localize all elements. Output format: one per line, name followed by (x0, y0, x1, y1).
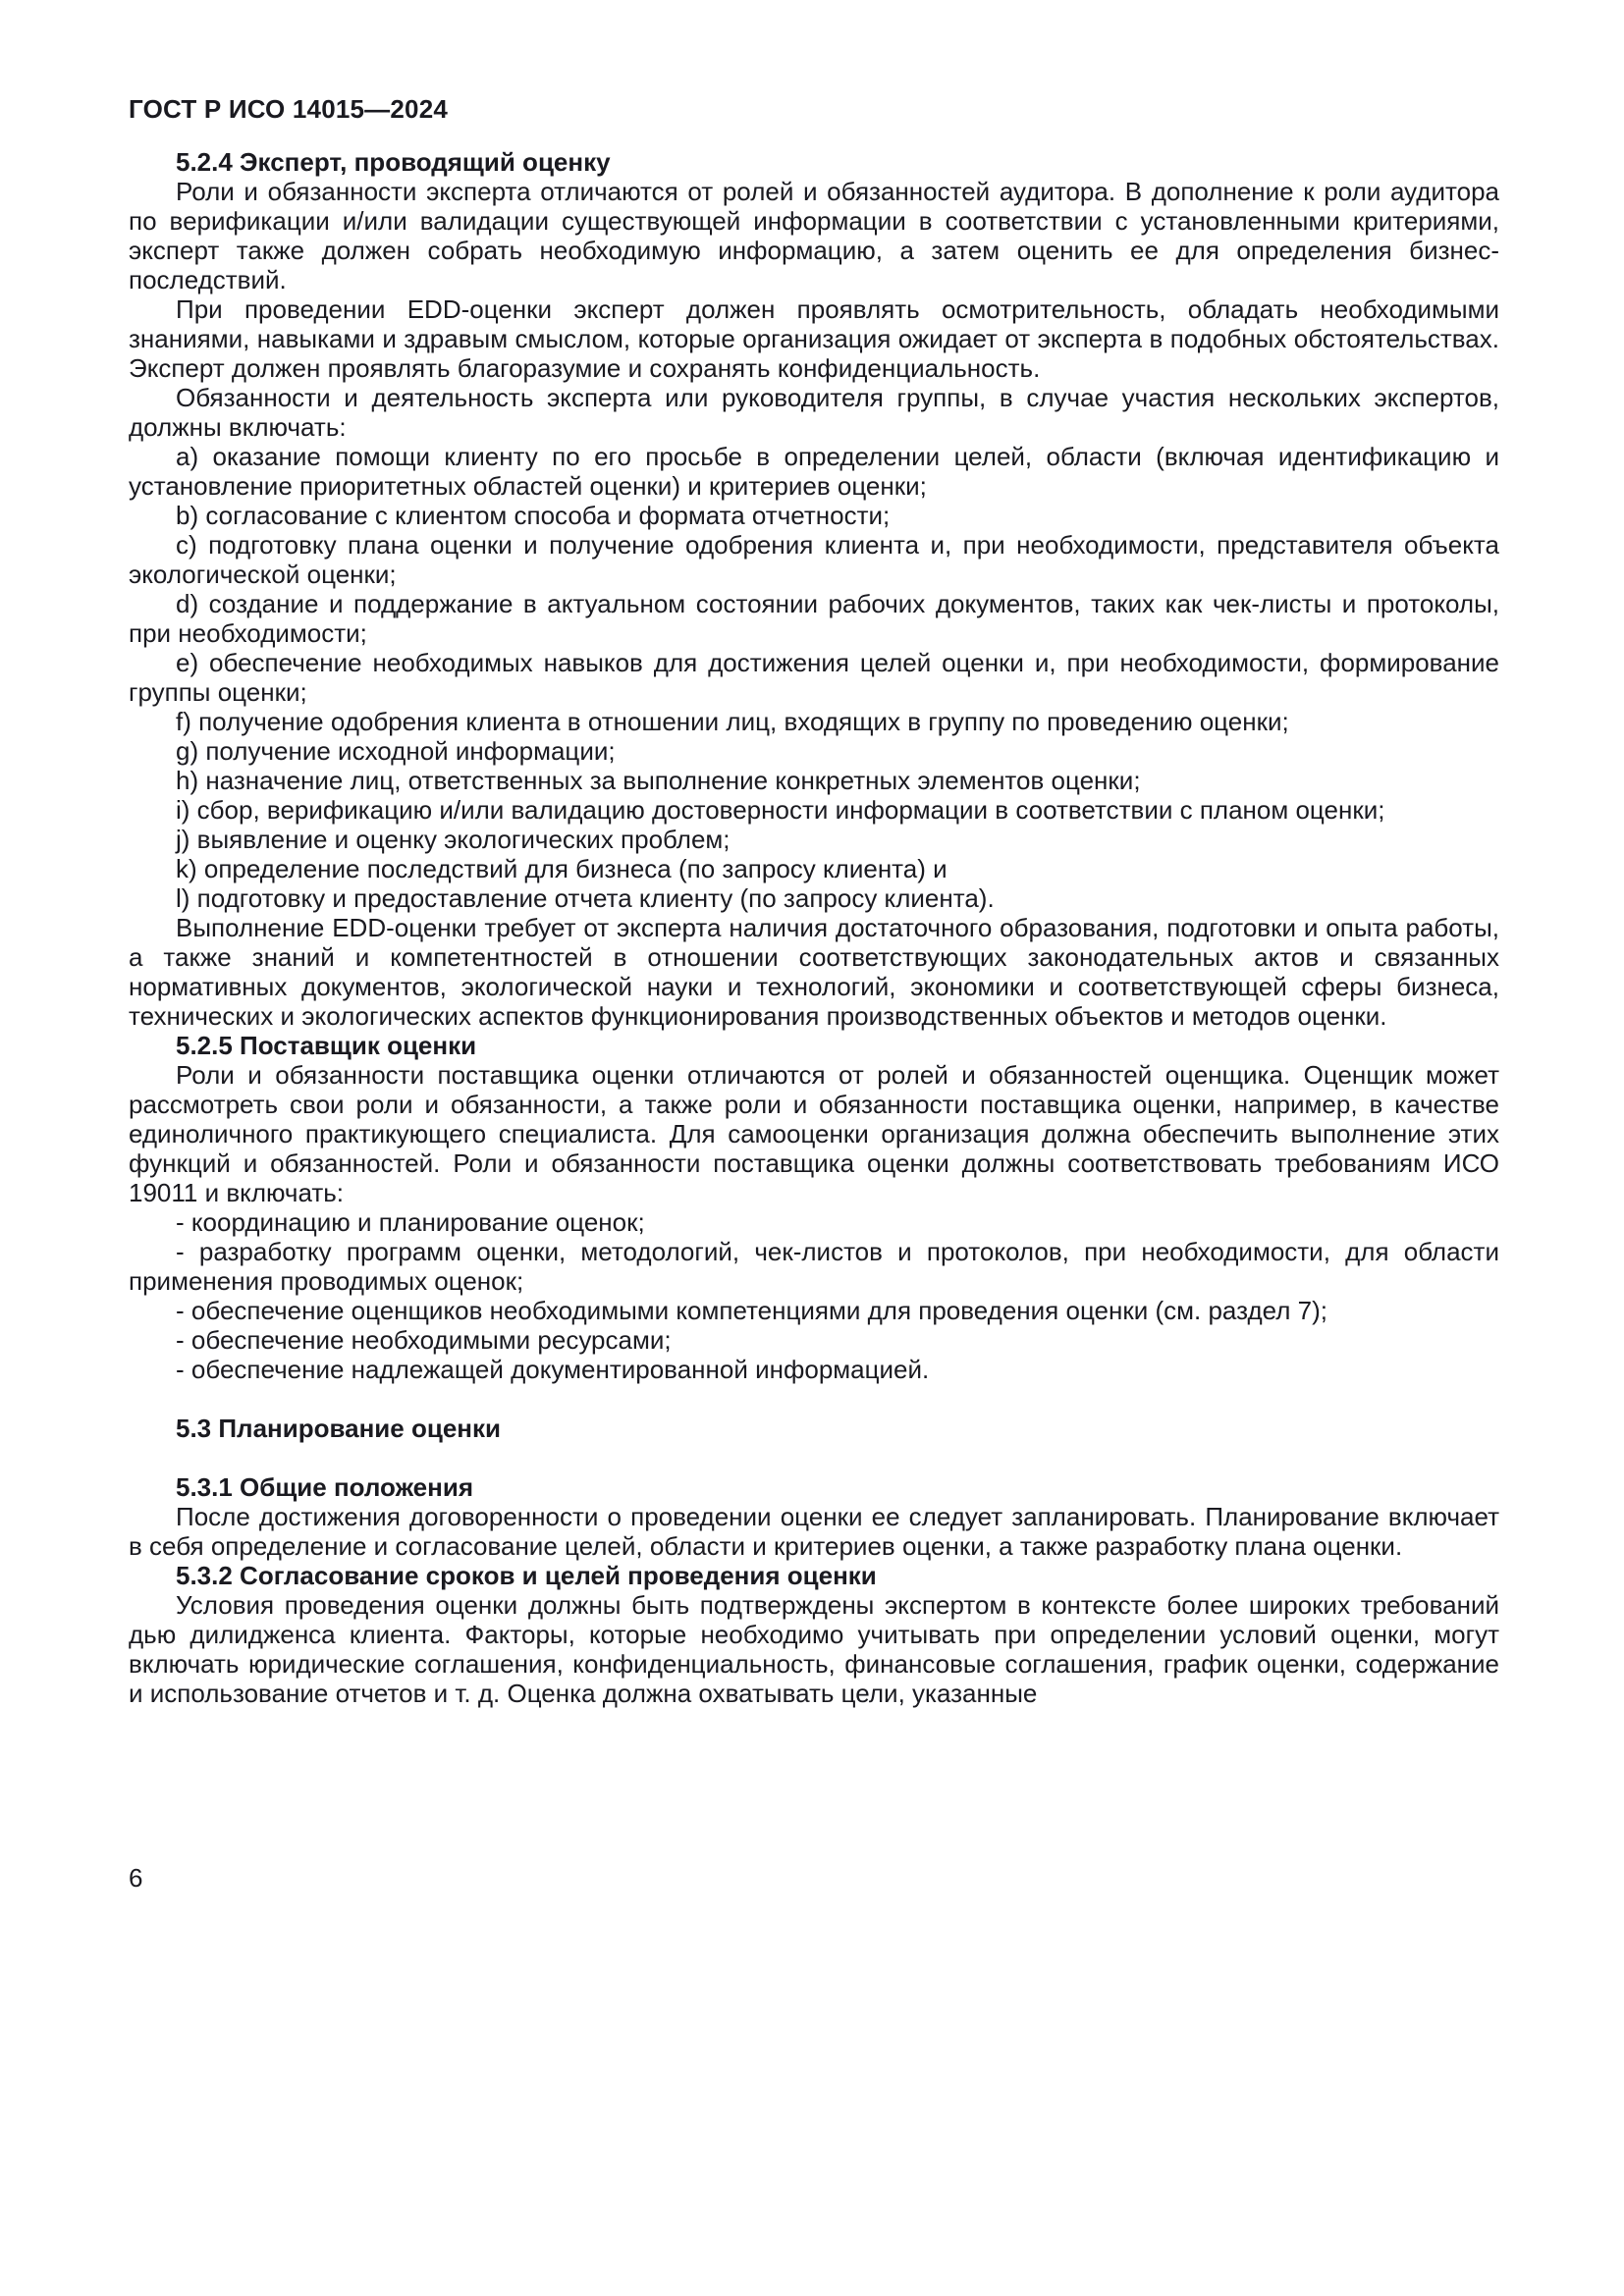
document-paragraph: h) назначение лиц, ответственных за выполнение конкретных элементов оценки; (176, 766, 1141, 795)
document-paragraph: i) сбор, верификацию и/или валидацию достоверности информации в соответствии с планом оценки; (176, 795, 1385, 825)
document-paragraph: a) оказание помощи клиенту по его просьбе в определении целей, области (включая идентификацию и установление приоритетных областей оценки) и критериев оценки; (129, 442, 1499, 501)
document-paragraph: Роли и обязанности поставщика оценки отличаются от ролей и обязанностей оценщика. Оценщик может рассмотреть свои роли и обязанности, а также роли и обязанности поставщика оценки, например, в качестве единоличного практикующего специалиста. Для самооценки организация должна обеспечить выполнение этих функций и обязанностей. Роли и обязанности поставщика оценки должны соответствовать требованиям ИСО 19011 и включать: (129, 1060, 1499, 1207)
document-heading: 5.2.4 Эксперт, проводящий оценку (176, 147, 611, 177)
document-paragraph: Обязанности и деятельность эксперта или руководителя группы, в случае участия нескольких экспертов, должны включать: (129, 383, 1499, 442)
document-paragraph: b) согласование с клиентом способа и формата отчетности; (176, 501, 891, 530)
document-heading: 5.3.1 Общие положения (176, 1472, 473, 1502)
document-paragraph: e) обеспечение необходимых навыков для достижения целей оценки и, при необходимости, формирование группы оценки; (129, 648, 1499, 707)
document-paragraph: d) создание и поддержание в актуальном состоянии рабочих документов, таких как чек-листы и протоколы, при необходимости; (129, 589, 1499, 648)
document-paragraph: - обеспечение необходимыми ресурсами; (176, 1325, 672, 1355)
document-header: ГОСТ Р ИСО 14015—2024 (129, 94, 449, 124)
document-paragraph: Выполнение EDD-оценки требует от эксперта наличия достаточного образования, подготовки и опыта работы, а также знаний и компетентностей в отношении соответствующих законодательных актов и связанных нормативных документов, экологической науки и технологий, экономики и соответствующей сферы бизнеса, технических и экологических аспектов функционирования производственных объектов и методов оценки. (129, 913, 1499, 1031)
document-paragraph: Условия проведения оценки должны быть подтверждены экспертом в контексте более широких требований дью дилидженса клиента. Факторы, которые необходимо учитывать при определении условий оценки, могут включать юридические соглашения, конфиденциальность, финансовые соглашения, график оценки, содержание и использование отчетов и т. д. Оценка должна охватывать цели, указанные (129, 1590, 1499, 1708)
document-heading: 5.3 Планирование оценки (176, 1414, 501, 1443)
document-paragraph: - обеспечение надлежащей документированной информацией. (176, 1355, 930, 1384)
document-paragraph: При проведении EDD-оценки эксперт должен проявлять осмотрительность, обладать необходимыми знаниями, навыками и здравым смыслом, которые организация ожидает от эксперта в подобных обстоятельствах. Эксперт должен проявлять благоразумие и сохранять конфиденциальность. (129, 294, 1499, 383)
document-heading: 5.3.2 Согласование сроков и целей проведения оценки (176, 1561, 877, 1590)
document-paragraph: После достижения договоренности о проведении оценки ее следует запланировать. Планирование включает в себя определение и согласование целей, области и критериев оценки, а также разработку плана оценки. (129, 1502, 1499, 1561)
document-paragraph: - координацию и планирование оценок; (176, 1207, 645, 1237)
document-paragraph: c) подготовку плана оценки и получение одобрения клиента и, при необходимости, представителя объекта экологической оценки; (129, 530, 1499, 589)
document-paragraph: - разработку программ оценки, методологий, чек-листов и протоколов, при необходимости, для области применения проводимых оценок; (129, 1237, 1499, 1296)
document-paragraph: j) выявление и оценку экологических проблем; (176, 825, 731, 854)
document-body (129, 147, 1499, 1708)
document-heading: 5.2.5 Поставщик оценки (176, 1031, 477, 1060)
document-paragraph: l) подготовку и предоставление отчета клиенту (по запросу клиента). (176, 883, 995, 913)
document-paragraph: - обеспечение оценщиков необходимыми компетенциями для проведения оценки (см. раздел 7); (176, 1296, 1327, 1325)
document-paragraph: f) получение одобрения клиента в отношении лиц, входящих в группу по проведению оценки; (176, 707, 1289, 736)
document-paragraph: g) получение исходной информации; (176, 736, 616, 766)
document-paragraph: k) определение последствий для бизнеса (по запросу клиента) и (176, 854, 947, 883)
page-number: 6 (129, 1863, 143, 1893)
document-paragraph: Роли и обязанности эксперта отличаются от ролей и обязанностей аудитора. В дополнение к роли аудитора по верификации и/или валидации существующей информации в соответствии с установленными критериями, эксперт также должен собрать необходимую информацию, а затем оценить ее для определения бизнес-последствий. (129, 177, 1499, 294)
